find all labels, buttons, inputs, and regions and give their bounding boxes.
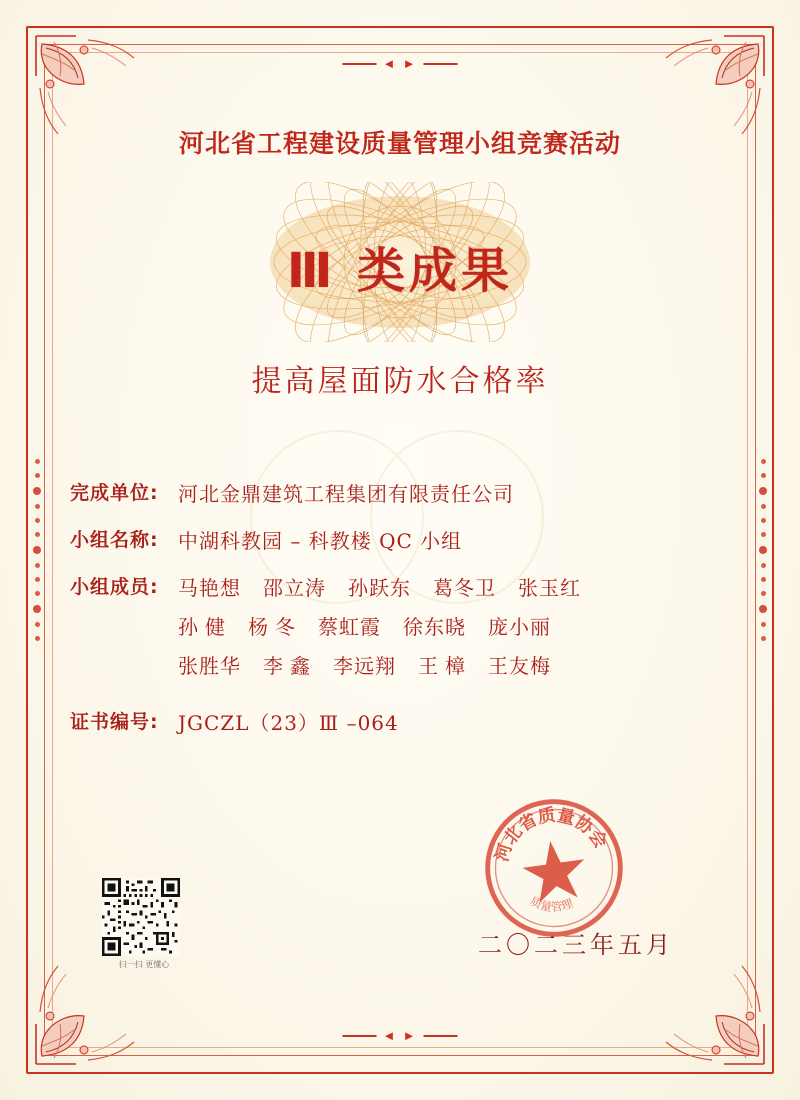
bottom-center-ornament-icon: ◄ ► bbox=[343, 1028, 458, 1044]
member-name: 徐东晓 bbox=[403, 617, 466, 639]
certificate-content bbox=[70, 110, 730, 1030]
field-row-certificate-number bbox=[70, 707, 730, 736]
field-label: 小组成员: bbox=[70, 576, 159, 598]
member-name: 孙跃东 bbox=[348, 578, 411, 600]
page-title: 河北省工程建设质量管理小组竞赛活动 bbox=[178, 129, 621, 158]
member-line bbox=[178, 572, 581, 601]
field-value: JGCZL（23）Ⅲ –064 bbox=[178, 711, 399, 735]
field-label: 完成单位: bbox=[70, 482, 159, 504]
member-name: 孙 健 bbox=[178, 617, 226, 639]
fields-block bbox=[70, 478, 730, 736]
official-stamp bbox=[476, 790, 632, 946]
qr-code[interactable] bbox=[102, 878, 186, 970]
svg-text:河北省质量协会: 河北省质量协会 bbox=[492, 805, 611, 865]
award-grade-text: Ⅲ 类成果 bbox=[286, 243, 514, 299]
member-name: 马艳想 bbox=[178, 578, 241, 600]
member-name: 葛冬卫 bbox=[433, 578, 496, 600]
top-center-ornament-icon: ◄ ► bbox=[343, 56, 458, 72]
member-name: 王 樟 bbox=[418, 656, 466, 678]
member-line bbox=[178, 611, 581, 640]
member-name: 邵立涛 bbox=[263, 578, 326, 600]
issue-date: 二〇二三年五月 bbox=[478, 931, 674, 959]
field-row-unit bbox=[70, 478, 730, 507]
qr-code-image bbox=[102, 878, 180, 956]
member-name: 王友梅 bbox=[488, 656, 551, 678]
member-list bbox=[178, 572, 581, 679]
project-subject: 提高屋面防水合格率 bbox=[251, 364, 549, 399]
member-name: 李远翔 bbox=[333, 656, 396, 678]
field-label: 证书编号: bbox=[70, 711, 159, 733]
member-name: 张胜华 bbox=[178, 656, 241, 678]
member-name: 李 鑫 bbox=[263, 656, 311, 678]
field-row-members bbox=[70, 572, 730, 679]
member-name: 蔡虹霞 bbox=[318, 617, 381, 639]
svg-text:质量管理: 质量管理 bbox=[527, 893, 575, 915]
member-name: 杨 冬 bbox=[248, 617, 296, 639]
qr-caption: 扫一扫 更懂心 bbox=[118, 960, 170, 969]
award-grade-seal bbox=[70, 182, 730, 362]
field-value: 中湖科教园 – 科教楼 QC 小组 bbox=[178, 529, 463, 553]
member-name: 庞小丽 bbox=[488, 617, 551, 639]
member-line bbox=[178, 650, 581, 679]
field-value: 河北金鼎建筑工程集团有限责任公司 bbox=[178, 482, 514, 506]
member-name: 张玉红 bbox=[518, 578, 581, 600]
field-row-group-name bbox=[70, 525, 730, 554]
certificate-footer bbox=[70, 805, 730, 988]
field-label: 小组名称: bbox=[70, 529, 159, 551]
